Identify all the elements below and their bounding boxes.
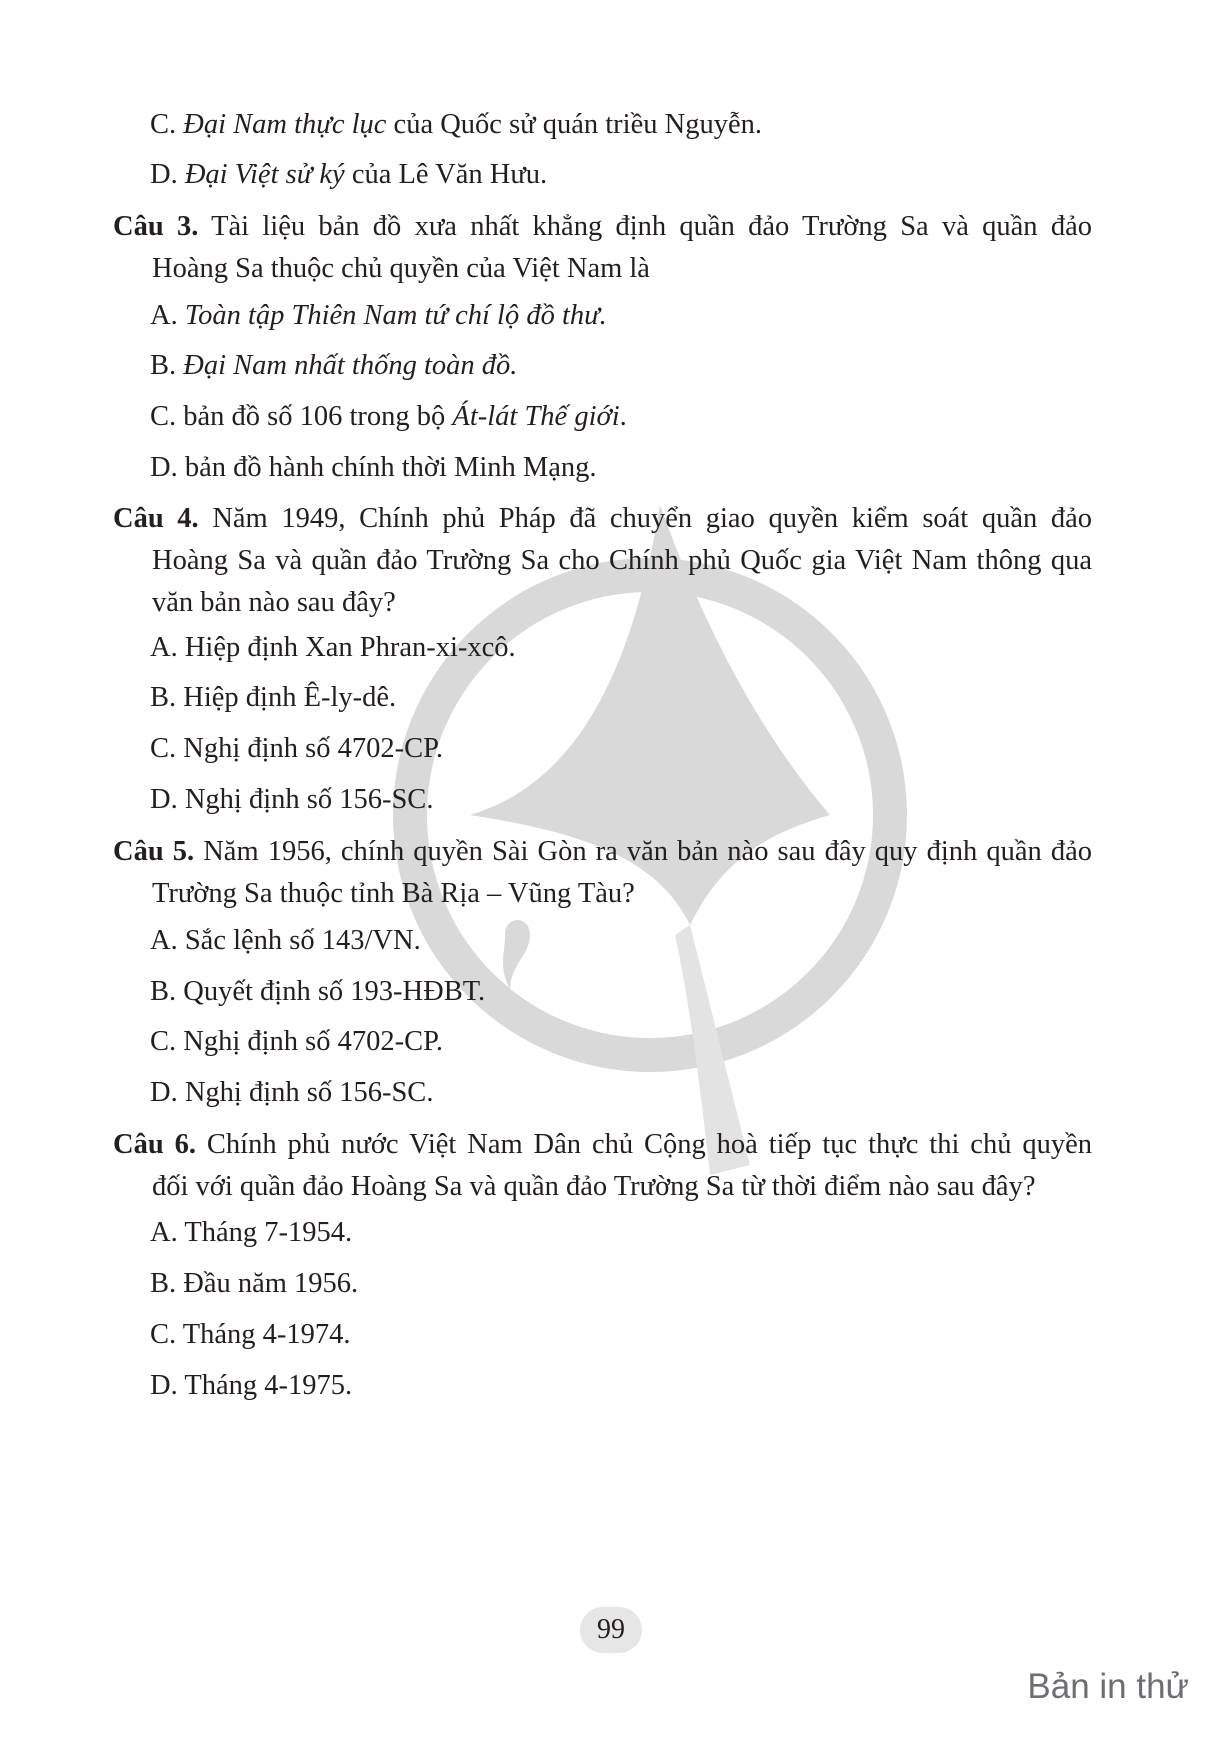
q3-option-b bbox=[150, 345, 517, 387]
map-title: Đại Nam nhất thống toàn đồ bbox=[183, 350, 511, 381]
q3-option-c bbox=[150, 396, 627, 438]
option-text: bản đồ số 106 trong bộ bbox=[183, 401, 453, 432]
q3-option-a bbox=[150, 295, 607, 337]
q4-option-b: B. Hiệp định Ê-ly-dê. bbox=[150, 682, 397, 713]
option-letter: D. bbox=[150, 159, 178, 190]
q6-option-b: B. Đầu năm 1956. bbox=[150, 1268, 359, 1299]
q2-option-d bbox=[150, 154, 547, 196]
option-letter: D. bbox=[150, 452, 178, 483]
question-label: Câu 6. bbox=[113, 1129, 196, 1160]
question-text-line: Hoàng Sa thuộc chủ quyền của Việt Nam là bbox=[152, 253, 650, 284]
q6-option-c: C. Tháng 4-1974. bbox=[150, 1319, 351, 1350]
question-3 bbox=[113, 206, 1092, 290]
question-text-line: Năm 1956, chính quyền Sài Gòn ra văn bản nào sau đây quy định quần đảo bbox=[203, 836, 1092, 867]
question-text-line: Chính phủ nước Việt Nam Dân chủ Cộng hoà tiếp tục thực thi chủ quyền bbox=[206, 1129, 1093, 1160]
q4-option-a: A. Hiệp định Xan Phran-xi-xcô. bbox=[150, 632, 516, 663]
option-text: của Lê Văn Hưu. bbox=[344, 159, 548, 190]
q2-option-c bbox=[150, 104, 762, 146]
question-text-line: Tài liệu bản đồ xưa nhất khẳng định quần đảo Trường Sa và quần đảo bbox=[211, 211, 1092, 242]
question-label: Câu 4. bbox=[113, 503, 199, 534]
option-text: . bbox=[510, 350, 518, 381]
option-letter: B. bbox=[150, 350, 177, 381]
option-text: của Quốc sử quán triều Nguyễn. bbox=[386, 109, 762, 140]
map-title: Toàn tập Thiên Nam tứ chí lộ đồ thư bbox=[184, 300, 600, 331]
option-text: bản đồ hành chính thời Minh Mạng. bbox=[184, 452, 597, 483]
option-text: . bbox=[599, 300, 607, 331]
q3-option-d bbox=[150, 447, 597, 489]
question-5 bbox=[113, 831, 1092, 915]
book-title: Đại Nam thực lục bbox=[183, 109, 387, 140]
question-text-line: văn bản nào sau đây? bbox=[152, 587, 396, 618]
q5-option-d: D. Nghị định số 156-SC. bbox=[150, 1077, 434, 1108]
option-letter: C. bbox=[150, 401, 177, 432]
question-label: Câu 3. bbox=[113, 211, 199, 242]
q4-option-c: C. Nghị định số 4702-CP. bbox=[150, 733, 443, 764]
question-text-line: Hoàng Sa và quần đảo Trường Sa cho Chính phủ Quốc gia Việt Nam thông qua bbox=[152, 545, 1092, 576]
option-text: . bbox=[619, 401, 627, 432]
q6-option-d: D. Tháng 4-1975. bbox=[150, 1370, 353, 1401]
q4-option-d: D. Nghị định số 156-SC. bbox=[150, 784, 434, 815]
question-text-line: đối với quần đảo Hoàng Sa và quần đảo Trường Sa từ thời điểm nào sau đây? bbox=[152, 1171, 1036, 1202]
q5-option-a: A. Sắc lệnh số 143/VN. bbox=[150, 925, 421, 956]
q5-option-b: B. Quyết định số 193-HĐBT. bbox=[150, 976, 486, 1007]
question-label: Câu 5. bbox=[113, 836, 195, 867]
page-number: 99 bbox=[597, 1614, 625, 1645]
question-text-line: Trường Sa thuộc tỉnh Bà Rịa – Vũng Tàu? bbox=[152, 878, 635, 909]
question-6 bbox=[113, 1124, 1092, 1208]
q5-option-c: C. Nghị định số 4702-CP. bbox=[150, 1026, 443, 1057]
question-4 bbox=[113, 498, 1092, 624]
book-title: Đại Việt sử ký bbox=[184, 159, 345, 190]
q6-option-a: A. Tháng 7-1954. bbox=[150, 1217, 353, 1248]
question-text-line: Năm 1949, Chính phủ Pháp đã chuyển giao quyền kiểm soát quần đảo bbox=[212, 503, 1093, 534]
atlas-title: Át-lát Thế giới bbox=[452, 401, 620, 432]
option-letter: A. bbox=[150, 300, 178, 331]
option-letter: C. bbox=[150, 109, 177, 140]
draft-print-label: Bản in thử bbox=[1027, 1667, 1189, 1706]
